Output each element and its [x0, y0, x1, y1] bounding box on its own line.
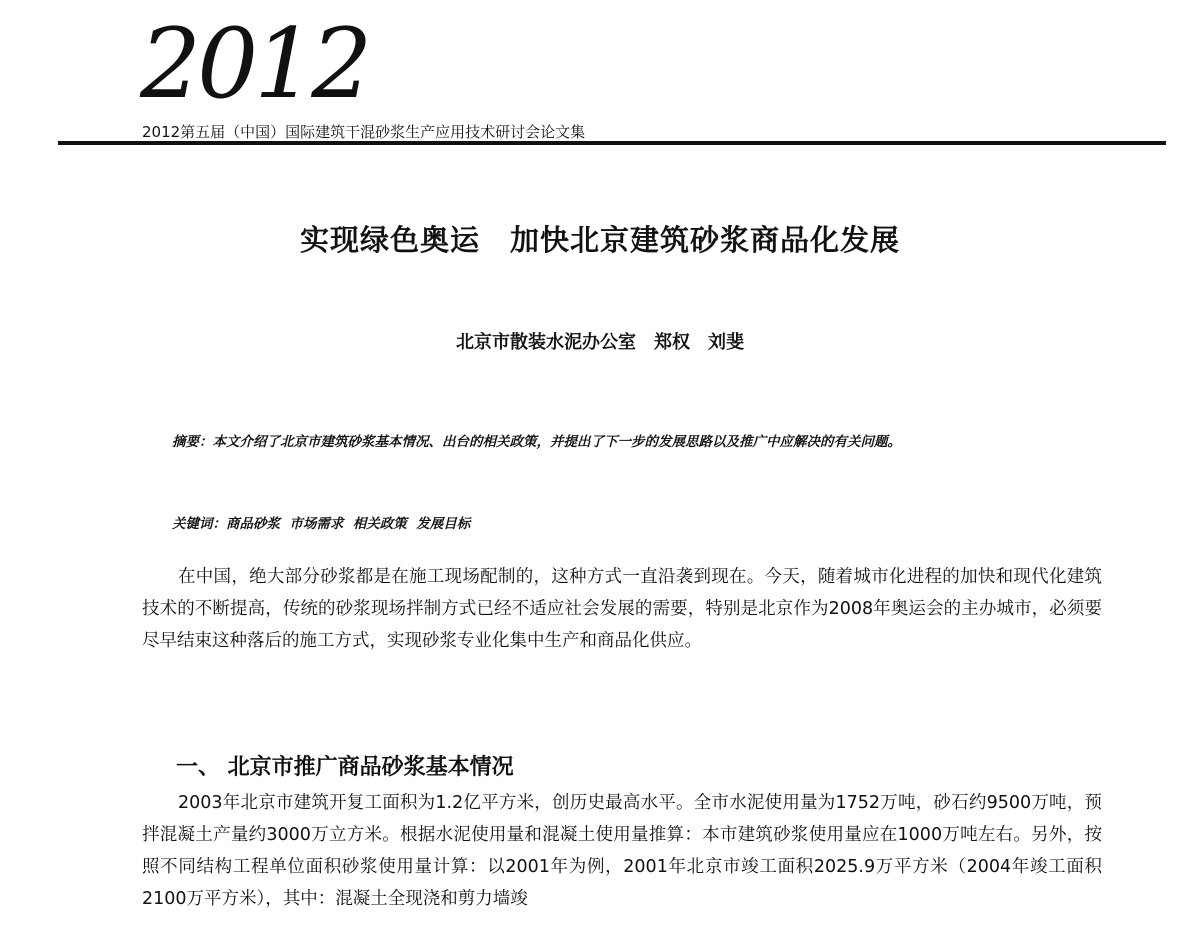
section-paragraph: 2003年北京市建筑开复工面积为1.2亿平方米，创历史最高水平。全市水泥使用量为1752万吨，砂石约9500万吨，预拌混凝土产量约3000万立方米。根据水泥使用量和混凝土使用量推算：本市建筑砂浆使用量应在1000万吨左右。另外，按照不同结构工程单位面积砂浆使用量计算：以2001年为例，2001年北京市竣工面积2025.9万平方米（2004年竣工面积2100万平方米），其中：混凝土全现浇和剪力墙竣 — [142, 793, 1102, 909]
keywords: 关键词：商品砂浆 市场需求 相关政策 发展目标 — [172, 516, 471, 532]
header-rule — [58, 141, 1166, 145]
paper-authors: 北京市散装水泥办公室 郑权 刘斐 — [456, 332, 744, 353]
intro-paragraph: 在中国，绝大部分砂浆都是在施工现场配制的，这种方式一直沿袭到现在。今天，随着城市化进程的加快和现代化建筑技术的不断提高，传统的砂浆现场拌制方式已经不适应社会发展的需要，特别是北京作为2008年奥运会的主办城市，必须要尽早结束这种落后的施工方式，实现砂浆专业化集中生产和商品化供应。 — [142, 567, 1102, 651]
paper-title: 实现绿色奥运 加快北京建筑砂浆商品化发展 — [299, 223, 900, 257]
section-heading: 一、 北京市推广商品砂浆基本情况 — [176, 755, 514, 780]
abstract: 摘要：本文介绍了北京市建筑砂浆基本情况、出台的相关政策，并提出了下一步的发展思路以及推广中应解决的有关问题。 — [172, 434, 901, 450]
header-year: 2012 — [140, 8, 369, 120]
proceedings-title: 2012第五届（中国）国际建筑干混砂浆生产应用技术研讨会论文集 — [142, 123, 586, 141]
